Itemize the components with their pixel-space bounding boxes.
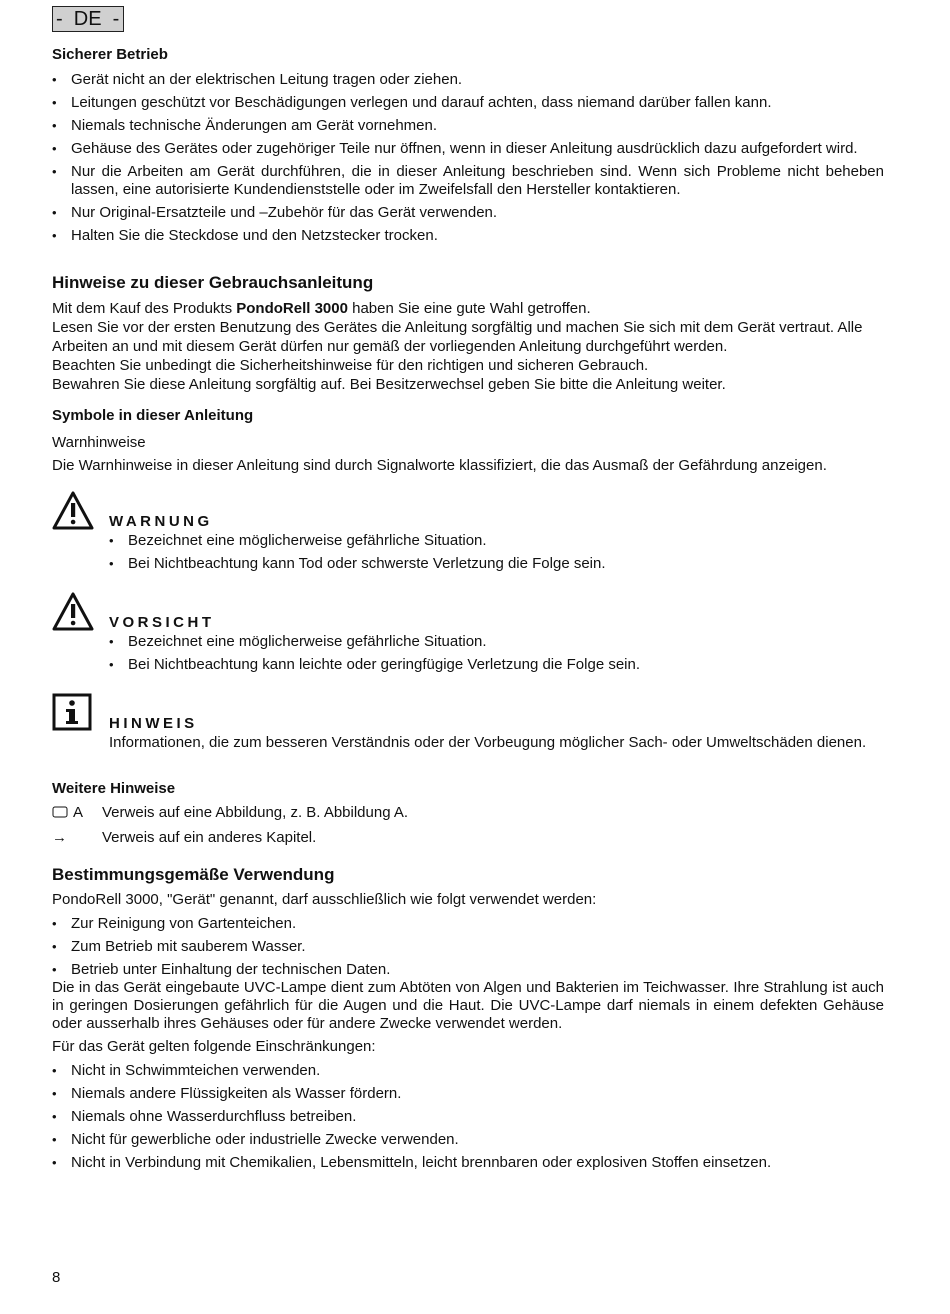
intended-use-heading: Bestimmungsgemäße Verwendung	[52, 865, 335, 884]
reference-row	[52, 803, 884, 823]
list-item: • Nur die Arbeiten am Gerät durchführen, die in dieser Anleitung beschrieben sind. Wenn sich Probleme nicht beheben lassen, eine autorisierte Kundendienststelle oder im Zweifelsfall den Hersteller kontaktieren.	[52, 163, 884, 199]
signal-word-vorsicht: VORSICHT	[109, 614, 215, 631]
list-item: • Betrieb unter Einhaltung der technischen Daten.	[52, 961, 884, 979]
vorsicht-block	[52, 592, 884, 674]
list-item: • Nur Original-Ersatzteile und –Zubehör für das Gerät verwenden.	[52, 204, 884, 222]
restrictions-intro: Für das Gerät gelten folgende Einschränkungen:	[52, 1038, 376, 1055]
list-item: • Niemals andere Flüssigkeiten als Wasser fördern.	[52, 1085, 884, 1103]
list-item: • Bezeichnet eine möglicherweise gefährliche Situation.	[109, 633, 884, 651]
reference-text: Verweis auf ein anderes Kapitel.	[102, 829, 317, 846]
restrictions-list	[52, 1062, 884, 1172]
manual-paragraph: Lesen Sie vor der ersten Benutzung des Gerätes die Anleitung sorgfältig und machen Sie sich mit dem Gerät vertraut. Alle Arbeiten an und mit diesem Gerät dürfen nur gemäß der vorliegenden Anleitung durchgeführt werden.	[52, 319, 863, 355]
reference-row	[52, 828, 884, 848]
figure-box-icon	[52, 806, 68, 818]
warnings-heading: Warnhinweise	[52, 434, 146, 451]
page-number: 8	[52, 1269, 61, 1286]
intended-use-intro: PondoRell 3000, "Gerät" genannt, darf ausschließlich wie folgt verwendet werden:	[52, 891, 597, 908]
manual-paragraph: Bewahren Sie diese Anleitung sorgfältig auf. Bei Besitzerwechsel geben Sie bitte die Anleitung weiter.	[52, 376, 726, 393]
list-item: • Leitungen geschützt vor Beschädigungen verlegen und darauf achten, dass niemand darüber fallen kann.	[52, 94, 884, 112]
product-name: PondoRell 3000	[236, 300, 348, 317]
manual-paragraph: Beachten Sie unbedingt die Sicherheitshinweise für den richtigen und sicheren Gebrauch.	[52, 357, 649, 374]
warnings-intro: Die Warnhinweise in dieser Anleitung sind durch Signalworte klassifiziert, die das Ausmaß der Gefährdung anzeigen.	[52, 457, 827, 474]
arrow-right-icon: →	[52, 829, 67, 846]
safe-operation-heading: Sicherer Betrieb	[52, 46, 168, 63]
list-item: • Bei Nichtbeachtung kann leichte oder geringfügige Verletzung die Folge sein.	[109, 656, 884, 674]
info-icon	[52, 693, 94, 733]
warnung-block	[52, 491, 884, 573]
page-content	[52, 6, 884, 1177]
warning-triangle-icon	[52, 592, 94, 632]
reference-list	[52, 803, 884, 848]
list-item: • Gerät nicht an der elektrischen Leitung tragen oder ziehen.	[52, 71, 884, 89]
symbols-heading: Symbole in dieser Anleitung	[52, 407, 254, 424]
list-item: • Niemals ohne Wasserdurchfluss betreiben.	[52, 1108, 884, 1126]
list-item: • Nicht für gewerbliche oder industrielle Zwecke verwenden.	[52, 1131, 884, 1149]
uvc-paragraph: Die in das Gerät eingebaute UVC-Lampe dient zum Abtöten von Algen und Bakterien im Teichwasser. Ihre Strahlung ist auch in geringen Dosierungen gefährlich für die Augen und die Haut. Die UVC-Lampe darf niemals in einem defekten Gehäuse oder ausserhalb ihres Gehäuses oder für andere Zwecke verwendet werden.	[52, 979, 884, 1032]
list-item: • Niemals technische Änderungen am Gerät vornehmen.	[52, 117, 884, 135]
manual-intro: Mit dem Kauf des Produkts PondoRell 3000 haben Sie eine gute Wahl getroffen.	[52, 300, 591, 317]
list-item: • Bezeichnet eine möglicherweise gefährliche Situation.	[109, 532, 884, 550]
list-item: • Gehäuse des Gerätes oder zugehöriger Teile nur öffnen, wenn in dieser Anleitung ausdrücklich dazu aufgefordert wird.	[52, 140, 884, 158]
list-item: • Zum Betrieb mit sauberem Wasser.	[52, 938, 884, 956]
signal-word-warnung: WARNUNG	[109, 513, 213, 530]
warnung-list	[109, 532, 884, 573]
reference-text: Verweis auf eine Abbildung, z. B. Abbildung A.	[102, 804, 409, 821]
signal-word-hinweis: HINWEIS	[109, 715, 198, 732]
hinweis-block	[52, 693, 884, 752]
warning-triangle-icon	[52, 491, 94, 531]
further-notes-heading: Weitere Hinweise	[52, 780, 176, 797]
list-item: • Halten Sie die Steckdose und den Netzstecker trocken.	[52, 227, 884, 245]
safe-operation-list	[52, 71, 884, 245]
list-item: • Zur Reinigung von Gartenteichen.	[52, 915, 884, 933]
list-item: • Bei Nichtbeachtung kann Tod oder schwerste Verletzung die Folge sein.	[109, 555, 884, 573]
manual-notes-heading: Hinweise zu dieser Gebrauchsanleitung	[52, 273, 374, 292]
vorsicht-list	[109, 633, 884, 674]
hinweis-text: Informationen, die zum besseren Verständnis oder der Vorbeugung möglicher Sach- oder Umweltschäden dienen.	[109, 734, 867, 751]
intended-use-list	[52, 915, 884, 979]
reference-symbol: A	[52, 803, 102, 823]
list-item: • Nicht in Schwimmteichen verwenden.	[52, 1062, 884, 1080]
list-item: • Nicht in Verbindung mit Chemikalien, Lebensmitteln, leicht brennbaren oder explosiven Stoffen einsetzen.	[52, 1154, 884, 1172]
language-tag: - DE -	[52, 6, 124, 32]
